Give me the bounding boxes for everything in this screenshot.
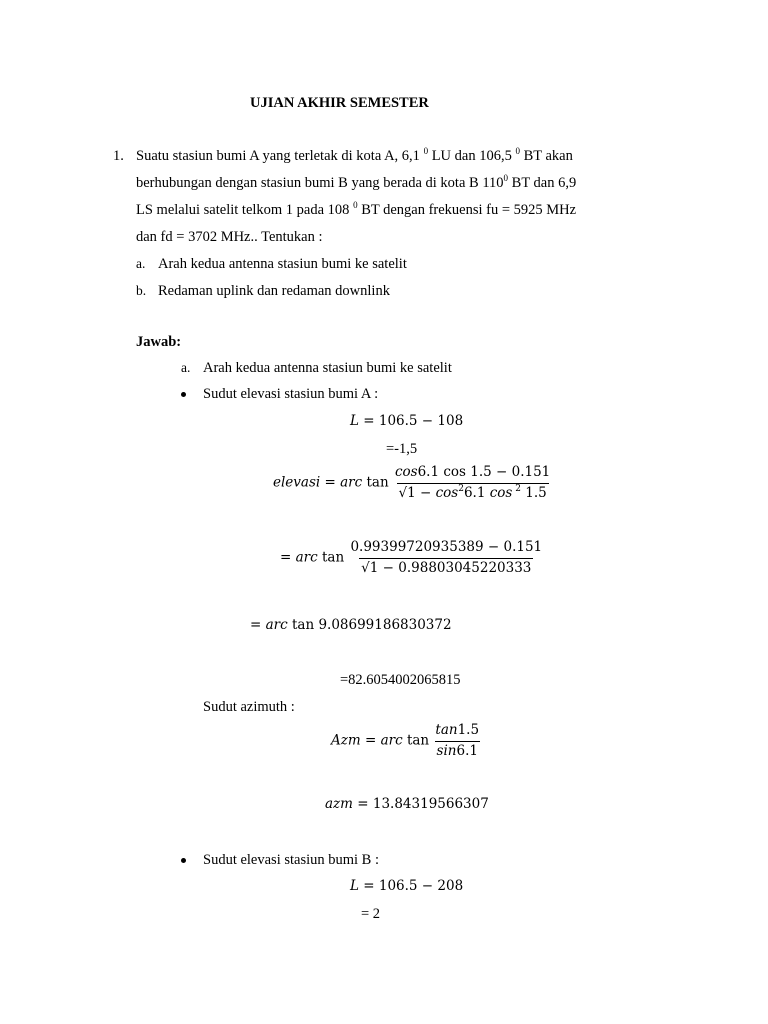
equation-azimuth-result: azm = 13.84319566307: [325, 796, 489, 812]
equation-L-a: L = 106.5 − 108: [350, 413, 464, 429]
equation-elevasi-2: = arc tan $\frac{0.99399720935389 - 0.151}{√1 - 0.98803045220333}$: [280, 539, 543, 576]
equation-elevasi: elevasi = arc tan $\frac{\cos 6.1 \cos 1.5 - 0.151}{√1 - \cos^26.1 \cos ^2 1.5}$: [273, 464, 551, 501]
question-line-2: berhubungan dengan stasiun bumi B yang berada di kota B $110^0$ BT dan 6,9: [136, 173, 577, 191]
equation-elevasi-3: = arc tan 9.08699186830372: [250, 617, 452, 633]
list-marker: a.: [136, 256, 146, 271]
question-number: 1.: [113, 148, 124, 164]
equation-L-a-result: =-1,5: [386, 441, 418, 457]
list-marker: a.: [181, 360, 191, 375]
bullet-icon: [181, 392, 186, 397]
bullet-text: Sudut elevasi stasiun bumi A :: [203, 386, 379, 402]
answer-heading: Jawab:: [136, 334, 182, 350]
list-item: Redaman uplink dan redaman downlink: [158, 283, 390, 299]
equation-L-b-result: = 2: [361, 906, 381, 922]
question-line-3: LS melalui satelit telkom 1 pada 108 $^0$ BT dengan frekuensi fu = 5925 MHz: [136, 200, 577, 218]
list-item: Arah kedua antenna stasiun bumi ke satelit: [158, 256, 407, 272]
question-line-1: Suatu stasiun bumi A yang terletak di kota A, 6,1 $^0$ LU dan 106,5 $^0$ BT akan: [136, 146, 573, 164]
bullet-text: Sudut elevasi stasiun bumi B :: [203, 852, 380, 868]
equation-L-b: L = 106.5 − 208: [350, 878, 464, 894]
page-title: UJIAN AKHIR SEMESTER: [250, 95, 429, 111]
list-item: Arah kedua antenna stasiun bumi ke satelit: [203, 360, 452, 376]
equation-azimuth: Azm = arc tan $\frac{\tan 1.5}{\sin 6.1}$: [331, 722, 480, 759]
question-line-4: dan fd = 3702 MHz.. Tentukan :: [136, 229, 323, 245]
bullet-icon: [181, 858, 186, 863]
azimuth-label: Sudut azimuth :: [203, 699, 295, 715]
list-marker: b.: [136, 283, 147, 298]
equation-elevasi-result: =82.6054002065815: [340, 672, 461, 688]
